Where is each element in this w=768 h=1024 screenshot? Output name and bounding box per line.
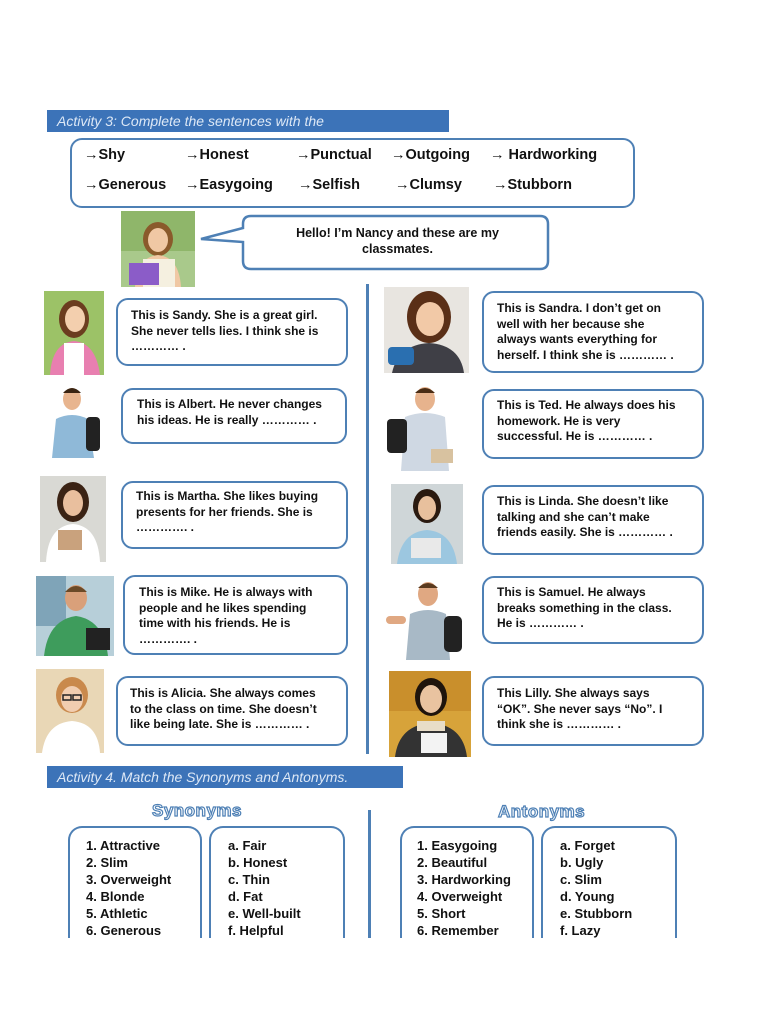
list-item: 1. Easygoing [417,838,498,853]
list-item: 3. Hardworking [417,872,511,887]
list-item: b. Honest [228,855,288,870]
list-item: 2. Slim [86,855,128,870]
activity3-title: Activity 3: Complete the sentences with the [47,110,449,132]
albert-photo [44,383,104,458]
list-item: f. Helpful [228,923,284,938]
word-outgoing: →Outgoing [391,147,470,163]
ted-photo [387,383,457,471]
activity4-title: Activity 4. Match the Synonyms and Antonyms. [47,766,403,788]
linda-text: This is Linda. She doesn’t like talking and she can’t make friends easily. She is ………… . [497,494,673,539]
list-item: 4. Overweight [417,889,503,904]
list-item: d. Young [560,889,615,904]
column-divider [366,284,369,754]
list-item: d. Fat [228,889,263,904]
word-easygoing: →Easygoing [185,177,273,193]
synonyms-title: Synonyms [152,801,242,820]
samuel-text: This is Samuel. He always breaks something in the class. He is ………… . [497,585,672,630]
linda-photo [391,484,463,564]
list-item: 3. Overweight [86,872,172,887]
list-item: e. Well-built [228,906,301,921]
word-hardworking: → Hardworking [490,147,598,163]
alicia-text: This is Alicia. She always comes to the class on time. She doesn’t like being late. She is ………… . [130,686,317,731]
list-item: c. Thin [228,872,270,887]
list-item: 5. Short [417,906,466,921]
word-punctual: →Punctual [296,147,372,163]
intro-text: Hello! I’m Nancy and these are my classmates. [296,226,499,256]
word-selfish: →Selfish [298,177,361,193]
word-honest: →Honest [185,147,249,163]
antonyms-right-list [560,837,632,939]
list-item: a. Fair [228,838,267,853]
martha-photo [40,476,106,562]
list-item: 1. Attractive [86,838,160,853]
martha-text: This is Martha. She likes buying presents for her friends. She is …………. . [136,489,319,534]
nancy-photo [121,211,195,287]
word-shy: →Shy [84,147,126,163]
sandra-photo [384,287,469,373]
mike-photo [36,576,114,656]
lilly-photo [389,671,471,757]
albert-text: This is Albert. He never changes his ideas. He is really ………… . [137,397,322,427]
word-generous: →Generous [84,177,167,193]
list-item: 6. Generous [86,923,162,938]
sandy-photo [44,291,104,375]
antonyms-left-list [417,837,511,939]
synonyms-right-list [228,837,301,939]
lilly-text: This Lilly. She always says “OK”. She never says “No”. I think she is ………… . [497,686,663,731]
list-item: 6. Remember [417,923,499,938]
list-item: 5. Athletic [86,906,148,921]
list-item: 4. Blonde [86,889,145,904]
list-item: b. Ugly [560,855,604,870]
list-item: a. Forget [560,838,615,853]
word-stubborn: →Stubborn [493,177,572,193]
ted-text: This is Ted. He always does his homework. He is very successful. He is ………… . [497,398,676,443]
list-item: f. Lazy [560,923,601,938]
samuel-photo [386,576,466,660]
synonyms-left-list [86,837,171,939]
alicia-photo [36,669,104,753]
word-clumsy: →Clumsy [395,177,462,193]
sandra-text: This is Sandra. I don’t get on well with her because she always wants everything for herself. I think she is ………… . [497,301,674,362]
list-item: e. Stubborn [560,906,633,921]
activity4-divider [368,810,371,938]
sandy-text: This is Sandy. She is a great girl. She never tells lies. I think she is ………… . [131,308,319,353]
list-item: 2. Beautiful [417,855,488,870]
list-item: c. Slim [560,872,602,887]
mike-text: This is Mike. He is always with people and he likes spending time with his friends. He is …………. . [139,585,313,646]
antonyms-title: Antonyms [498,802,586,821]
